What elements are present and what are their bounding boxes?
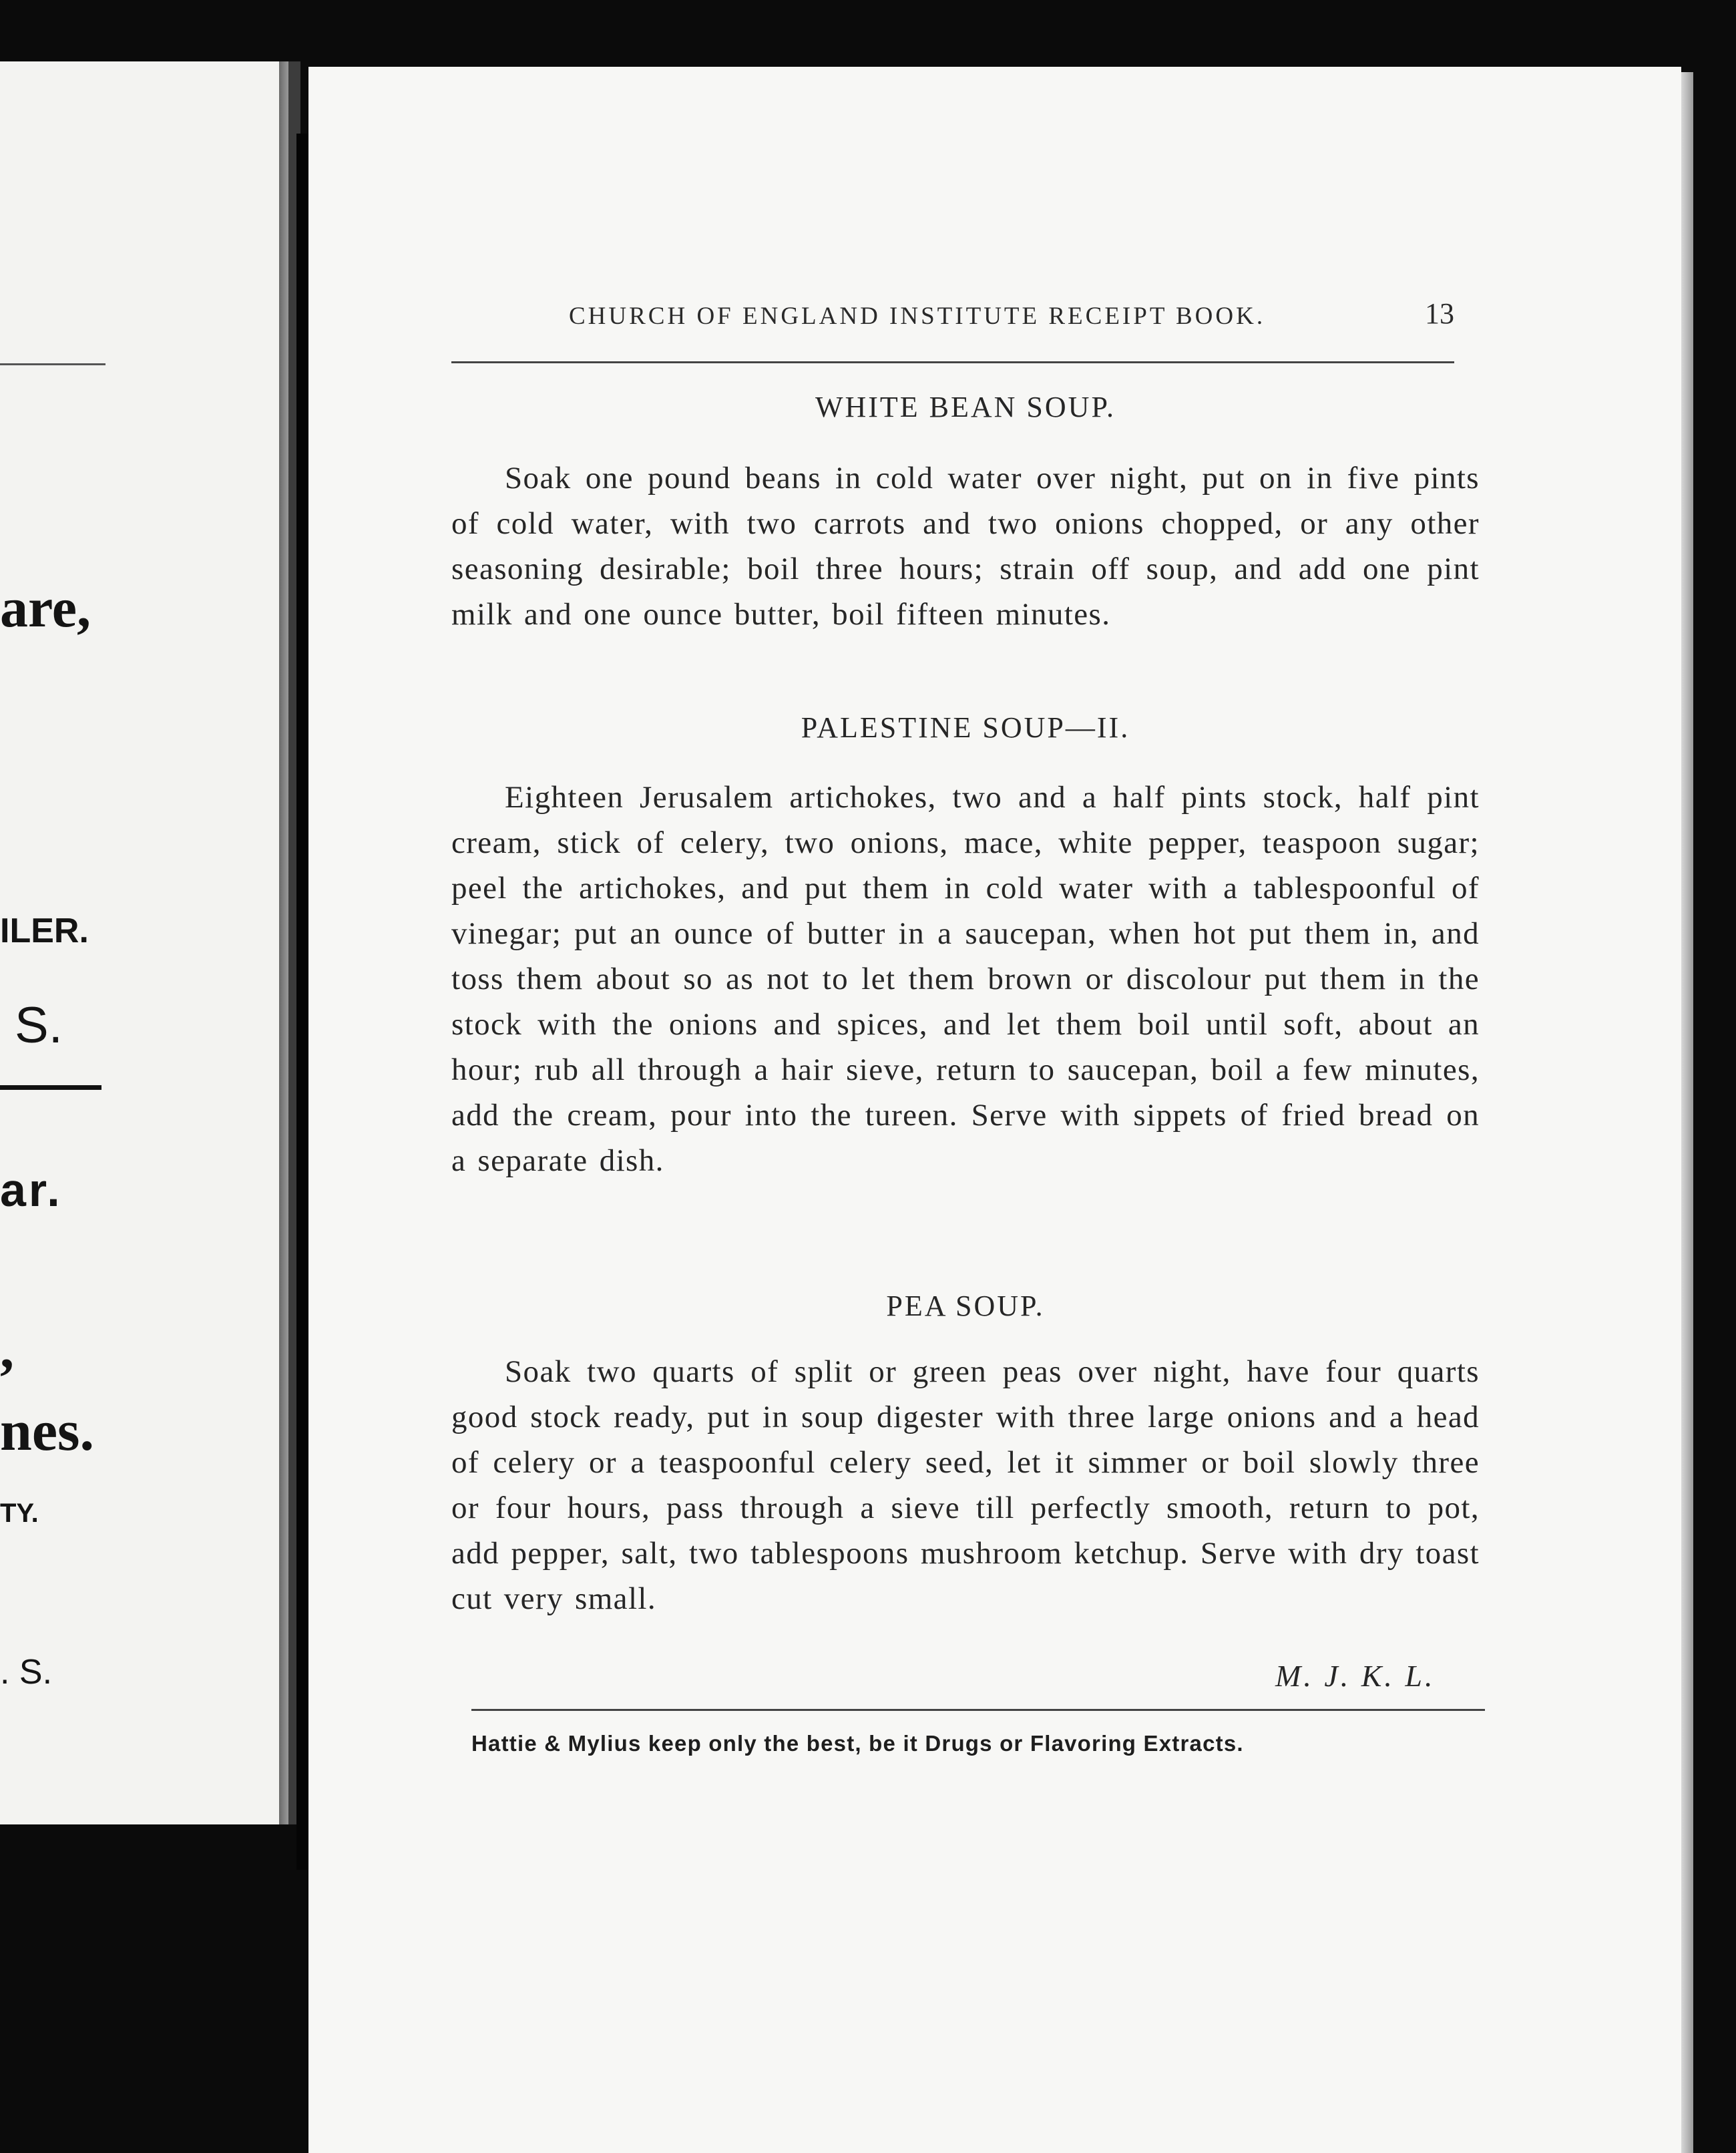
- running-head: CHURCH OF ENGLAND INSTITUTE RECEIPT BOOK.: [569, 303, 1266, 330]
- page-edge: [1681, 72, 1693, 2153]
- left-fragment: ,: [0, 1318, 14, 1380]
- footer-rule: [471, 1709, 1485, 1711]
- left-fragment: are,: [0, 577, 91, 639]
- recipe-title: WHITE BEAN SOUP.: [815, 391, 1116, 423]
- left-facing-page: [0, 61, 279, 1824]
- advertisement-footer: Hattie & Mylius keep only the best, be it Drugs or Flavoring Extracts.: [471, 1731, 1244, 1756]
- left-page-rule: [0, 1085, 101, 1090]
- recipe-text: Soak two quarts of split or green peas over night, have four quarts good stock ready, put in soup digester with three large onions and a head of celery or a teaspoonful celery seed, let it simmer or boil slowly three or four hours, pass through a sieve till perfectly smooth, return to pot, add pepper, salt, two tablespoons mushroom ketchup. Serve with dry toast cut very small.: [451, 1354, 1480, 1616]
- header-rule: [451, 361, 1454, 363]
- left-fragment: ar.: [0, 1164, 63, 1216]
- left-fragment: . S.: [0, 1653, 53, 1692]
- recipe-text: Eighteen Jerusalem artichokes, two and a half pints stock, half pint cream, stick of celery, two onions, mace, white pepper, teaspoon sugar; peel the artichokes, and put them in cold water with a tablespoonful of vinegar; put an ounce of butter in a saucepan, when hot put them in, and toss them about so as not to let them brown or discolour put them in the stock with the onions and spices, and let them boil until soft, about an hour; rub all through a hair sieve, return to saucepan, boil a few minutes, add the cream, pour into the tureen. Serve with sippets of fried bread on a separate dish.: [451, 780, 1480, 1178]
- left-fragment: TY.: [0, 1499, 39, 1528]
- left-fragment: ILER.: [0, 912, 89, 950]
- book-gutter: [296, 134, 308, 1870]
- recipe-title: PALESTINE SOUP—II.: [801, 711, 1130, 744]
- recipe-text: Soak one pound beans in cold water over night, put on in five pints of cold water, with two carrots and two onions chopped, or any other seasoning desirable; boil three hours; strain off soup, and add one pint milk and one ounce butter, boil fifteen minutes.: [451, 461, 1480, 632]
- page-number: 13: [1425, 297, 1454, 330]
- recipe-title: PEA SOUP.: [886, 1290, 1045, 1322]
- left-fragment: S.: [15, 997, 63, 1054]
- left-fragment: nes.: [0, 1398, 94, 1462]
- left-page-rule: [0, 363, 105, 365]
- signature: M. J. K. L.: [1275, 1659, 1436, 1693]
